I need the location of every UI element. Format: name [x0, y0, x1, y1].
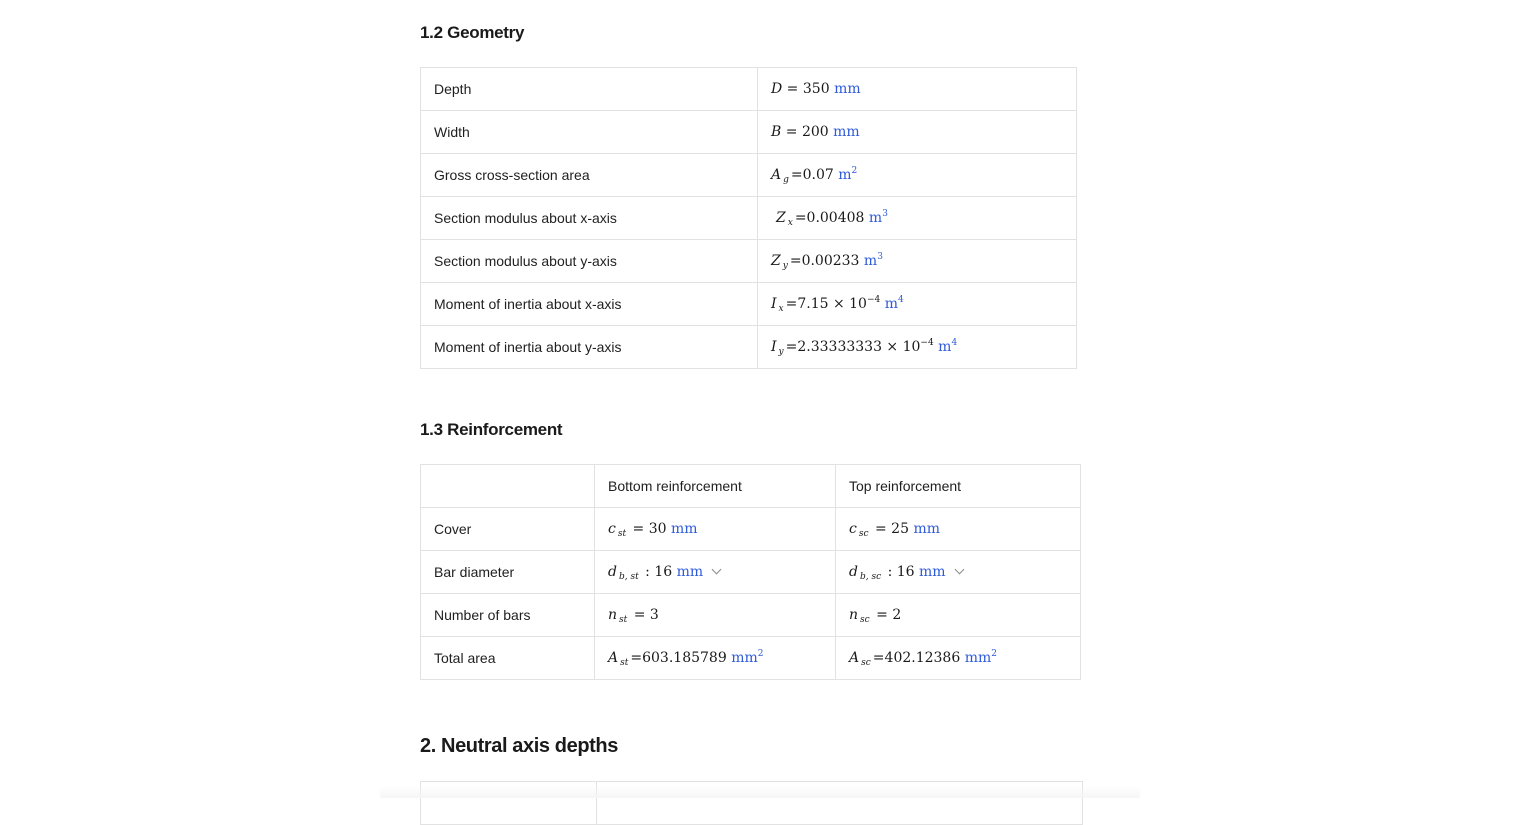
- reinforcement-header-row: [421, 465, 1081, 508]
- geometry-row-section-modulus-x: [421, 197, 1077, 240]
- reinforcement-row-total-area: [421, 637, 1081, 680]
- total-area-bottom-value: [595, 637, 836, 680]
- unit-base: mm: [964, 650, 992, 666]
- geometry-value-depth: [758, 68, 1077, 111]
- symbol: D: [771, 81, 783, 97]
- geometry-row-depth: [421, 68, 1077, 111]
- chevron-down-icon[interactable]: [954, 565, 964, 575]
- unit-exponent: 2: [851, 166, 858, 176]
- value: 2: [892, 607, 902, 623]
- symbol: I: [771, 296, 777, 312]
- value: 3: [649, 607, 659, 623]
- unit-exponent: 3: [877, 252, 883, 262]
- geometry-table: [420, 67, 1077, 369]
- geometry-value-section-modulus-x: [758, 197, 1077, 240]
- unit-exponent: 2: [991, 649, 997, 659]
- value: 0.07: [802, 167, 834, 183]
- value-exponent: −4: [920, 338, 934, 348]
- subscript: st: [620, 658, 629, 668]
- value: 7.15 × 10: [797, 296, 867, 312]
- subscript: sc: [858, 529, 869, 539]
- geometry-label: Gross cross-section area: [421, 154, 758, 197]
- subscript: sc: [861, 658, 871, 668]
- value: 0.00408: [806, 210, 865, 226]
- unit: [838, 167, 857, 183]
- value: 350: [802, 81, 830, 97]
- geometry-value-gross-area: [758, 154, 1077, 197]
- symbol: A: [771, 167, 782, 183]
- section-heading-reinforcement: 1.3 Reinforcement: [420, 420, 563, 439]
- geometry-row-inertia-x: [421, 283, 1077, 326]
- operator: =: [782, 81, 803, 97]
- unit: [965, 650, 997, 666]
- operator: =: [781, 124, 802, 140]
- unit: mm: [676, 564, 704, 580]
- cover-bottom-value: [595, 508, 836, 551]
- subscript: x: [787, 218, 793, 228]
- reinforcement-row-cover: [421, 508, 1081, 551]
- value: 603.185789: [642, 650, 727, 666]
- section-heading-geometry: 1.2 Geometry: [420, 23, 525, 42]
- unit: [938, 339, 957, 355]
- subscript: g: [783, 175, 789, 185]
- geometry-value-section-modulus-y: [758, 240, 1077, 283]
- unit: [864, 253, 883, 269]
- unit: mm: [671, 521, 698, 537]
- unit-exponent: 4: [897, 295, 904, 305]
- subscript: b, sc: [859, 572, 882, 582]
- operator: =: [790, 167, 803, 183]
- reinforcement-table: [420, 464, 1081, 680]
- value: 25: [891, 521, 909, 537]
- operator: =: [629, 607, 650, 623]
- operator: :: [883, 564, 897, 580]
- geometry-label: Section modulus about y-axis: [421, 240, 758, 283]
- chevron-down-icon[interactable]: [712, 565, 722, 575]
- operator: =: [872, 650, 885, 666]
- symbol: n: [849, 607, 859, 623]
- symbol: d: [849, 564, 858, 580]
- unit: mm: [833, 124, 860, 140]
- unit: [731, 650, 763, 666]
- reinforcement-label: Cover: [421, 508, 595, 551]
- symbol: A: [608, 650, 619, 666]
- geometry-row-width: [421, 111, 1077, 154]
- value: 2.33333333 × 10: [797, 339, 921, 355]
- operator: =: [628, 521, 649, 537]
- value: 16: [654, 564, 673, 580]
- total-area-top-value: [836, 637, 1081, 680]
- subscript: x: [778, 304, 784, 314]
- subscript: b, st: [618, 572, 639, 582]
- unit: mm: [834, 81, 861, 97]
- subscript: y: [778, 347, 784, 357]
- value: 0.00233: [801, 253, 860, 269]
- operator: =: [630, 650, 643, 666]
- symbol: Z: [776, 210, 786, 226]
- reinforcement-label: Bar diameter: [421, 551, 595, 594]
- unit-base: m: [868, 210, 883, 226]
- unit-exponent: 3: [882, 209, 888, 219]
- symbol: n: [608, 607, 618, 623]
- value: 402.12386: [884, 650, 961, 666]
- operator: :: [640, 564, 655, 580]
- geometry-value-width: [758, 111, 1077, 154]
- unit: mm: [913, 521, 940, 537]
- number-of-bars-top-value: [836, 594, 1081, 637]
- geometry-label: Moment of inertia about x-axis: [421, 283, 758, 326]
- column-header-bottom: Bottom reinforcement: [595, 465, 836, 508]
- subscript: sc: [860, 615, 870, 625]
- symbol: c: [608, 521, 616, 537]
- unit-base: m: [863, 253, 878, 269]
- operator: =: [785, 339, 798, 355]
- symbol: A: [849, 650, 860, 666]
- reinforcement-label: Total area: [421, 637, 595, 680]
- operator: =: [870, 521, 892, 537]
- symbol: B: [771, 124, 782, 140]
- unit-exponent: 2: [757, 649, 764, 659]
- number-of-bars-bottom-value: [595, 594, 836, 637]
- symbol: Z: [771, 253, 781, 269]
- subscript: st: [617, 529, 627, 539]
- bar-diameter-bottom-select[interactable]: [595, 551, 836, 594]
- cover-top-value: [836, 508, 1081, 551]
- unit-base: mm: [731, 650, 758, 666]
- geometry-row-gross-area: [421, 154, 1077, 197]
- value: 16: [896, 564, 915, 580]
- reinforcement-label: Number of bars: [421, 594, 595, 637]
- unit-exponent: 4: [951, 338, 958, 348]
- geometry-row-inertia-y: [421, 326, 1077, 369]
- operator: =: [794, 210, 807, 226]
- symbol: I: [771, 339, 777, 355]
- empty-header-cell: [421, 465, 595, 508]
- geometry-label: Section modulus about x-axis: [421, 197, 758, 240]
- subscript: st: [619, 615, 628, 625]
- geometry-row-section-modulus-y: [421, 240, 1077, 283]
- geometry-value-inertia-y: [758, 326, 1077, 369]
- geometry-label: Moment of inertia about y-axis: [421, 326, 758, 369]
- unit: mm: [919, 564, 946, 580]
- bottom-shadow: [380, 786, 1140, 798]
- unit: [869, 210, 888, 226]
- column-header-top: Top reinforcement: [836, 465, 1081, 508]
- reinforcement-row-bar-diameter: [421, 551, 1081, 594]
- unit-base: m: [838, 167, 852, 183]
- geometry-value-inertia-x: [758, 283, 1077, 326]
- value: 200: [801, 124, 829, 140]
- geometry-label: Width: [421, 111, 758, 154]
- geometry-label: Depth: [421, 68, 758, 111]
- symbol: c: [849, 521, 857, 537]
- symbol: d: [608, 564, 617, 580]
- subscript: y: [782, 261, 788, 271]
- operator: =: [871, 607, 893, 623]
- section-heading-neutral-axis: 2. Neutral axis depths: [420, 735, 618, 757]
- unit-base: m: [938, 339, 952, 355]
- unit-base: m: [884, 296, 898, 312]
- operator: =: [789, 253, 802, 269]
- value: 30: [648, 521, 667, 537]
- bar-diameter-top-select[interactable]: [836, 551, 1081, 594]
- operator: =: [785, 296, 798, 312]
- reinforcement-row-number-of-bars: [421, 594, 1081, 637]
- unit: [885, 296, 904, 312]
- value-exponent: −4: [866, 295, 881, 305]
